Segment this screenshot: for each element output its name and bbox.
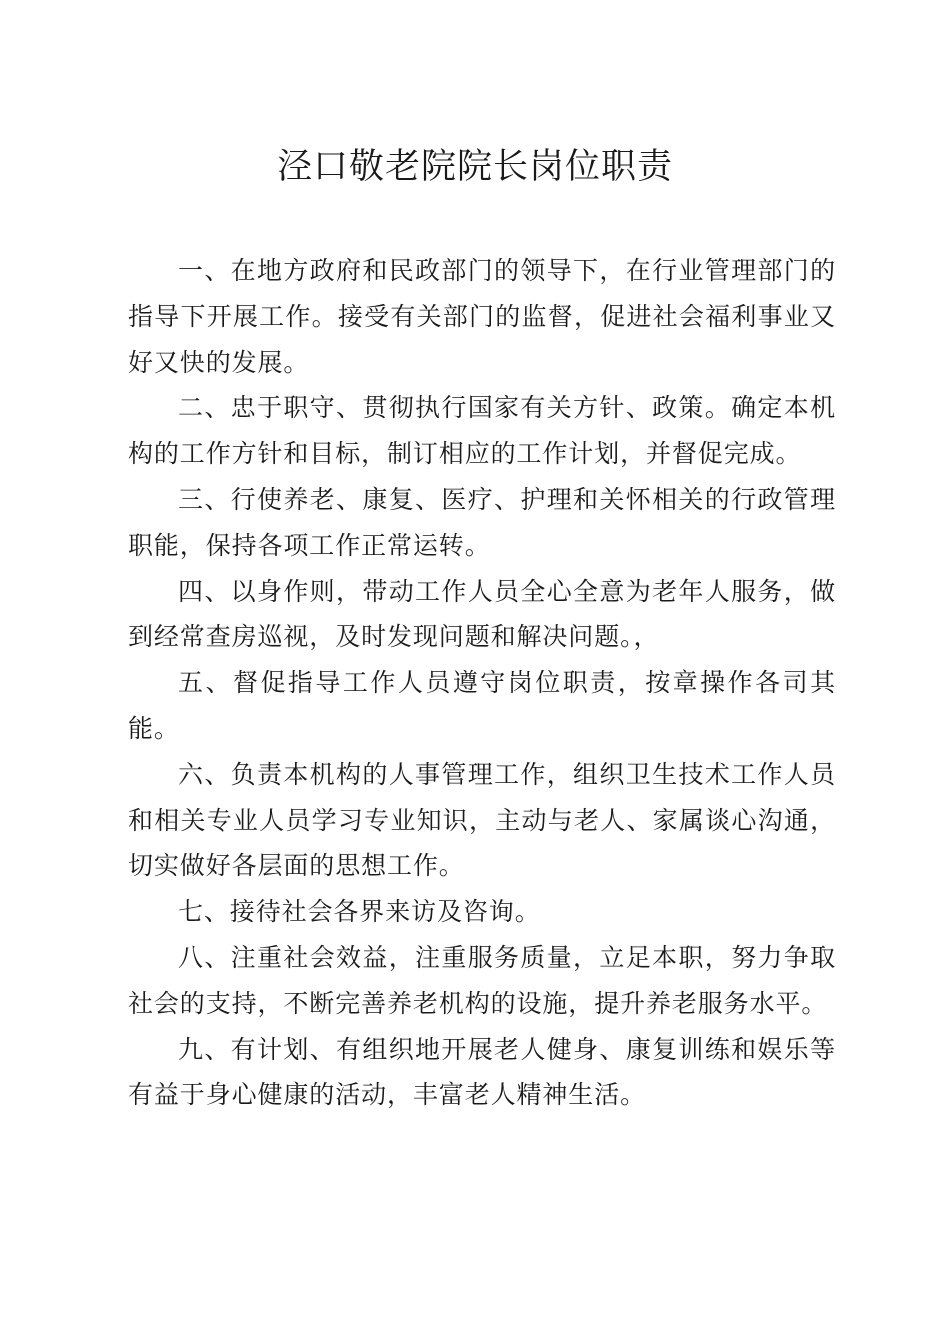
duty-paragraph-9: 九、有计划、有组织地开展老人健身、康复训练和娱乐等有益于身心健康的活动，丰富老人精神生活。: [128, 1034, 836, 1110]
duty-paragraph-6: 六、负责本机构的人事管理工作，组织卫生技术工作人员和相关专业人员学习专业知识，主动与老人、家属谈心沟通，切实做好各层面的思想工作。: [128, 759, 836, 881]
duty-paragraph-4: 四、以身作则，带动工作人员全心全意为老年人服务，做到经常查房巡视，及时发现问题和解决问题。，: [128, 576, 836, 652]
duty-paragraph-5: 五、督促指导工作人员遵守岗位职责，按章操作各司其能。: [128, 668, 836, 743]
duty-paragraph-2: 二、忠于职守、贯彻执行国家有关方针、政策。确定本机构的工作方针和目标，制订相应的工作计划，并督促完成。: [128, 393, 836, 469]
duty-paragraph-7: 七、接待社会各界来访及咨询。: [178, 897, 541, 927]
document-body: [128, 248, 836, 1118]
duty-paragraph-8: 八、注重社会效益，注重服务质量，立足本职，努力争取社会的支持，不断完善养老机构的设施，提升养老服务水平。: [128, 942, 836, 1018]
duty-paragraph-3: 三、行使养老、康复、医疗、护理和关怀相关的行政管理职能，保持各项工作正常运转。: [128, 484, 836, 560]
duty-paragraph-1: 一、在地方政府和民政部门的领导下，在行业管理部门的指导下开展工作。接受有关部门的监督，促进社会福利事业又好又快的发展。: [128, 256, 836, 377]
page-title: 泾口敬老院院长岗位职责: [276, 147, 673, 187]
